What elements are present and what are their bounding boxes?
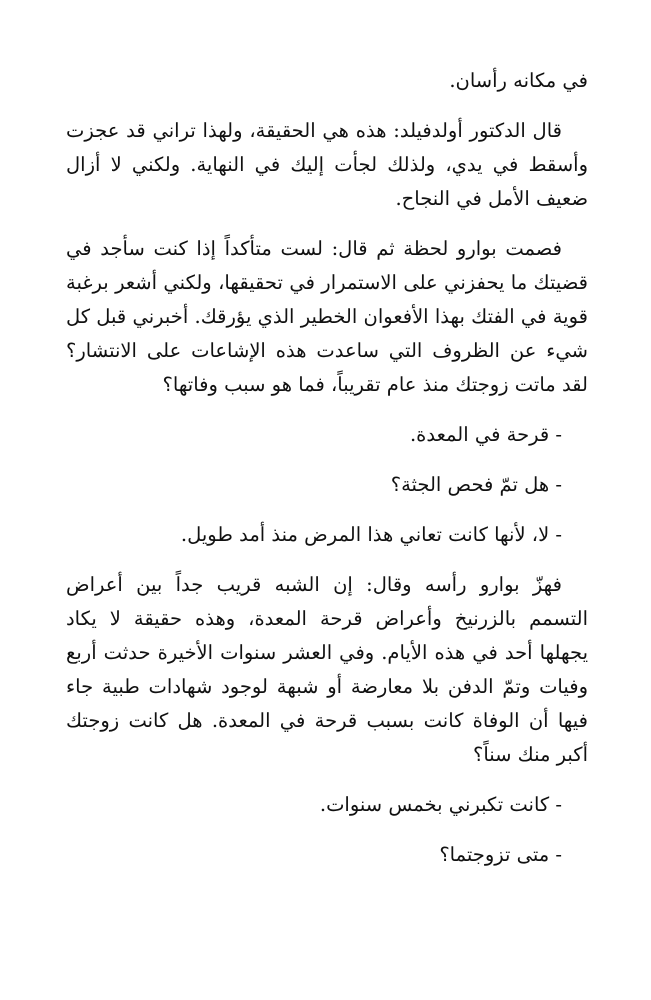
- paragraph-poirot-question: فصمت بوارو لحظة ثم قال: لست متأكداً إذا كنت سأجد في قضيتك ما يحفزني على الاستمرار في تحقيقها، ولكني أشعر برغبة قوية في الفتك بهذا الأفعوان الخطير الذي يؤرقك. أخبرني قبل كل شيء عن الظروف التي ساعدت هذه الإشاعات على الانتشار؟ لقد ماتت زوجتك منذ عام تقريباً، فما هو سبب وفاتها؟: [66, 237, 588, 396]
- dialog-line-no: - لا، لأنها كانت تعاني هذا المرض منذ أمد طويل.: [180, 523, 562, 546]
- dialog-line-autopsy: - هل تمّ فحص الجثة؟: [390, 473, 562, 496]
- book-page: [66, 64, 588, 888]
- dialog-line-five-years: - كانت تكبرني بخمس سنوات.: [319, 793, 562, 816]
- paragraph-oldfield-speech: قال الدكتور أولدفيلد: هذه هي الحقيقة، ولهذا تراني قد عجزت وأسقط في يدي، ولذلك لجأت إليك في النهاية. ولكني لا أزال ضعيف الأمل في النجاح.: [66, 119, 588, 210]
- continuation-line: في مكانه رأسان.: [449, 69, 588, 92]
- dialog-line-ulcer: - قرحة في المعدة.: [409, 423, 562, 446]
- paragraph-poirot-arsenic: فهزّ بوارو رأسه وقال: إن الشبه قريب جداً بين أعراض التسمم بالزرنيخ وأعراض قرحة المعدة، وهذه حقيقة لا يكاد يجهلها أحد في هذه الأيام. وفي العشر سنوات الأخيرة حدثت أربع وفيات وتمّ الدفن بلا معارضة أو شبهة لوجود شهادات طبية جاء فيها أن الوفاة كانت بسبب قرحة في المعدة. هل كانت زوجتك أكبر منك سناً؟: [66, 573, 588, 766]
- dialog-line-when-married: - متى تزوجتما؟: [439, 843, 562, 866]
